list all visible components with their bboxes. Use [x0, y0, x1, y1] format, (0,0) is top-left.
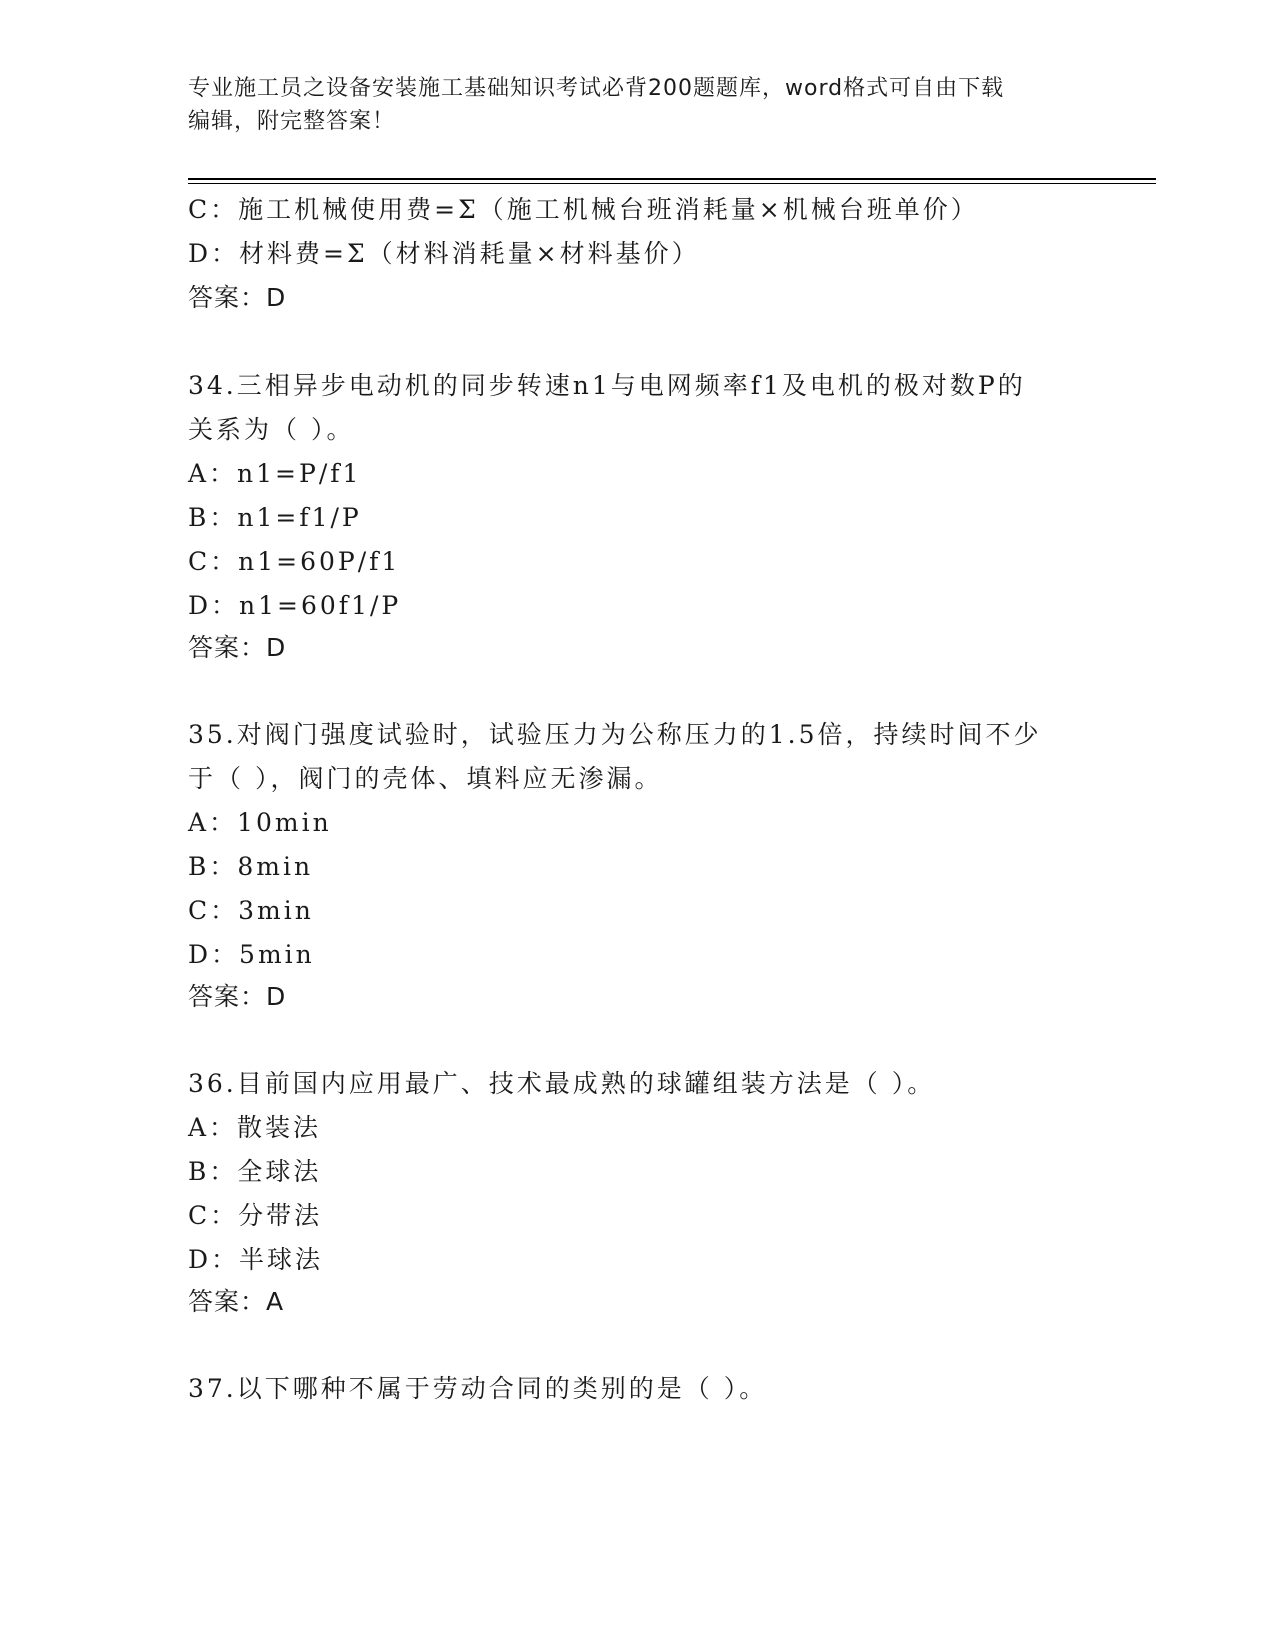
q35-option-b: B：8min: [188, 852, 314, 881]
q34-stem-line-1: 34.三相异步电动机的同步转速n1与电网频率f1及电机的极对数P的: [188, 371, 1026, 400]
q34-answer: 答案：D: [188, 633, 287, 662]
q35-answer: 答案：D: [188, 982, 287, 1011]
q36-option-b: B：全球法: [188, 1157, 322, 1186]
q34-option-b: B：n1=f1/P: [188, 503, 362, 532]
document-header: [188, 72, 1088, 138]
q36-stem-line-1: 36.目前国内应用最广、技术最成熟的球罐组装方法是（ ）。: [188, 1069, 936, 1098]
q35-option-d: D：5min: [188, 940, 315, 969]
prev-option-d: D：材料费=Σ（材料消耗量×材料基价）: [188, 239, 700, 268]
q35-stem-line-1: 35.对阀门强度试验时，试验压力为公称压力的1.5倍，持续时间不少: [188, 720, 1042, 749]
q35-option-a: A：10min: [188, 808, 332, 837]
q36-option-a: A：散装法: [188, 1113, 322, 1142]
header-divider-thin: [188, 183, 1156, 184]
prev-option-c: C：施工机械使用费=Σ（施工机械台班消耗量×机械台班单价）: [188, 195, 979, 224]
q35-option-c: C：3min: [188, 896, 314, 925]
header-line-1: 专业施工员之设备安装施工基础知识考试必背200题题库，word格式可自由下载: [188, 76, 1005, 101]
q34-stem-line-2: 关系为（ ）。: [188, 415, 355, 444]
header-divider-thick: [188, 178, 1156, 180]
q34-option-c: C：n1=60P/f1: [188, 547, 401, 576]
q34-option-a: A：n1=P/f1: [188, 459, 362, 488]
q37-stem-line-1: 37.以下哪种不属于劳动合同的类别的是（ ）。: [188, 1374, 768, 1403]
q36-option-d: D：半球法: [188, 1245, 324, 1274]
prev-answer: 答案：D: [188, 283, 287, 312]
q36-answer: 答案：A: [188, 1287, 285, 1316]
q36-option-c: C：分带法: [188, 1201, 323, 1230]
q34-option-d: D：n1=60f1/P: [188, 591, 402, 620]
header-line-2: 编辑，附完整答案！: [188, 109, 396, 134]
q35-stem-line-2: 于（ ），阀门的壳体、填料应无渗漏。: [188, 764, 663, 793]
